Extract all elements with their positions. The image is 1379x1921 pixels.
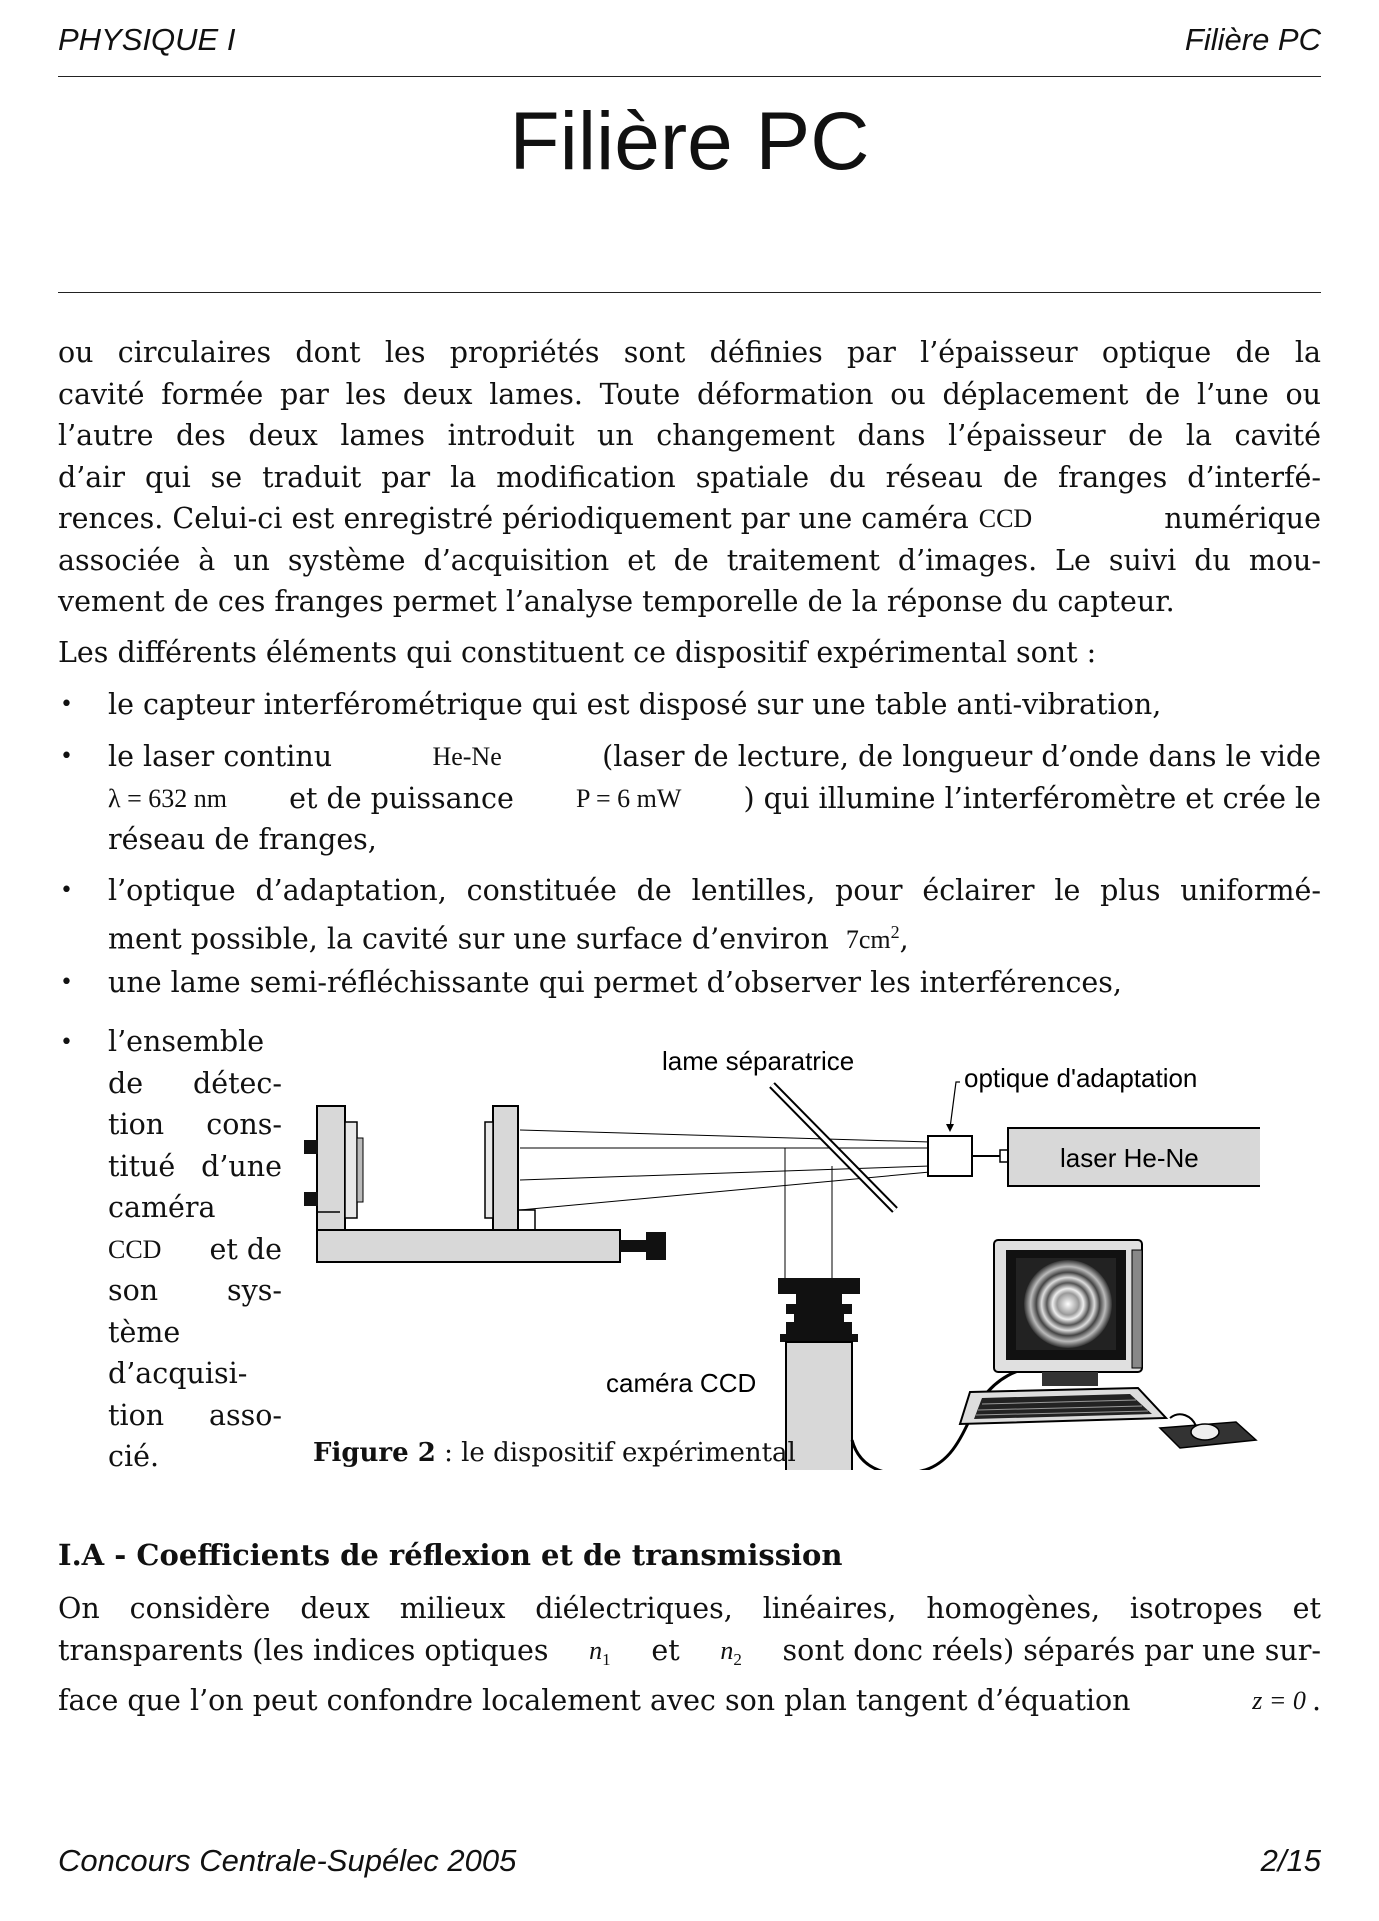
- label-optique: optique d'adaptation: [964, 1063, 1198, 1093]
- math-area: 7cm: [845, 925, 891, 954]
- label-lame: lame séparatrice: [662, 1046, 855, 1076]
- section-paragraph: [58, 1588, 1321, 1722]
- text-line: [58, 498, 1321, 540]
- list-intro: Les différents éléments qui constituent ce dispositif expérimental sont :: [58, 636, 1097, 669]
- text-line: l’autre des deux lames introduit un changement dans l’épaisseur de la cavité: [58, 419, 1321, 452]
- figure-caption: [313, 1438, 796, 1468]
- text-line: cié.: [108, 1440, 160, 1473]
- paragraph-intro: [58, 332, 1321, 623]
- list-item: le capteur interférométrique qui est disposé sur une table anti-vibration,: [108, 688, 1162, 721]
- bullet-icon: •: [60, 1030, 73, 1055]
- label-camera: caméra CCD: [606, 1368, 757, 1398]
- figure-caption-text: : le dispositif expérimental: [435, 1438, 796, 1468]
- text-line: On considère deux milieux diélectriques, linéaires, homogènes, isotropes et: [58, 1592, 1321, 1625]
- mouse-pad: [1160, 1414, 1256, 1448]
- text-line: [108, 778, 1321, 820]
- text-segment: ,: [899, 922, 909, 955]
- footer-right: 2/15: [1260, 1843, 1321, 1878]
- text-segment: le laser continu: [108, 740, 333, 773]
- bullet-icon: •: [60, 970, 73, 995]
- text-segment: ) qui illumine l’interféromètre et crée le: [743, 781, 1321, 815]
- header-rule: [58, 76, 1321, 77]
- header-right: Filière PC: [1184, 22, 1321, 57]
- text-segment: numérique: [1164, 502, 1321, 535]
- text-line: l’optique d’adaptation, constituée de lentilles, pour éclairer le plus uniformé-: [108, 874, 1321, 907]
- text-line: [108, 1229, 282, 1271]
- sensor-table: [304, 1106, 666, 1262]
- math-equation: z = 0: [1252, 1686, 1306, 1716]
- math-n2: [720, 1630, 742, 1681]
- list-item: une lame semi-réfléchissante qui permet d’observer les interférences,: [108, 966, 1122, 999]
- ccd-term: CCD: [108, 1234, 162, 1264]
- text-segment: .: [1311, 1684, 1321, 1718]
- text-segment: (laser de lecture, de longueur d’onde dans le vide: [602, 740, 1321, 773]
- text-line: titué d’une: [108, 1149, 282, 1183]
- text-line: cavité formée par les deux lames. Toute déformation ou déplacement de l’une ou: [58, 377, 1321, 411]
- text-line: tème: [108, 1315, 181, 1349]
- math-term: He-Ne: [432, 742, 502, 771]
- ccd-term: CCD: [978, 504, 1033, 533]
- bullet-icon: •: [60, 878, 73, 903]
- text-segment: et de: [209, 1232, 282, 1266]
- figure-caption-label: Figure 2: [313, 1438, 436, 1468]
- math-lambda: λ = 632 nm: [108, 783, 227, 813]
- text-segment: ment possible, la cavité sur une surface d’environ: [108, 922, 829, 955]
- text-line: son sys-: [108, 1274, 282, 1307]
- bullet-icon: •: [60, 744, 73, 769]
- text-line: ou circulaires dont les propriétés sont définies par l’épaisseur optique de la: [58, 336, 1321, 369]
- text-line: [58, 1630, 1321, 1681]
- text-line: tion asso-: [108, 1398, 282, 1432]
- title-rule: [58, 292, 1321, 293]
- text-line: l’ensemble: [108, 1025, 265, 1058]
- math-n1-sub: 1: [602, 1649, 611, 1669]
- text-line: caméra: [108, 1191, 216, 1224]
- math-n2-symbol: n: [720, 1635, 734, 1665]
- text-segment: face que l’on peut confondre localement avec son plan tangent d’équation: [58, 1684, 1131, 1718]
- text-line: d’acquisi-: [108, 1357, 248, 1390]
- text-segment: sont donc réels) séparés par une sur-: [782, 1633, 1321, 1667]
- text-line: d’air qui se traduit par la modification spatiale du réseau de franges d’interfé-: [58, 460, 1321, 494]
- text-line: [58, 1680, 1321, 1722]
- section-heading: I.A - Coefficients de réflexion et de transmission: [58, 1538, 843, 1572]
- math-power: P = 6 mW: [575, 783, 682, 813]
- math-n1: [589, 1630, 611, 1681]
- math-exponent: 2: [890, 921, 900, 942]
- text-segment-end: [1252, 1680, 1321, 1722]
- bullet-icon: •: [60, 692, 73, 717]
- text-segment: rences. Celui-ci est enregistré périodiquement par une caméra: [58, 502, 969, 535]
- text-segment: et: [651, 1633, 680, 1667]
- text-line: tion cons-: [108, 1108, 282, 1141]
- list-item: [108, 736, 1321, 861]
- adaptation-optics: [928, 1136, 972, 1176]
- experimental-setup-diagram: [300, 1030, 1260, 1470]
- math-n1-symbol: n: [589, 1635, 603, 1665]
- label-laser: laser He-Ne: [1060, 1143, 1199, 1173]
- page-title: Filière PC: [509, 96, 870, 187]
- header-left: PHYSIQUE I: [58, 22, 236, 57]
- text-line: associée à un système d’acquisition et de traitement d’images. Le suivi du mou-: [58, 543, 1321, 577]
- text-segment: et de puissance: [289, 781, 514, 815]
- text-line: de détec-: [108, 1066, 282, 1100]
- footer-left: Concours Centrale-Supélec 2005: [58, 1843, 517, 1878]
- text-line: [108, 736, 1321, 778]
- text-segment: transparents (les indices optiques: [58, 1633, 549, 1667]
- list-item: [108, 1021, 282, 1478]
- computer-monitor: [994, 1240, 1142, 1386]
- text-line: réseau de franges,: [108, 823, 377, 856]
- keyboard: [960, 1388, 1166, 1424]
- math-n2-sub: 2: [733, 1649, 742, 1669]
- list-item: [108, 870, 1321, 961]
- text-line: vement de ces franges permet l’analyse temporelle de la réponse du capteur.: [58, 585, 1175, 618]
- text-line: [108, 912, 1321, 961]
